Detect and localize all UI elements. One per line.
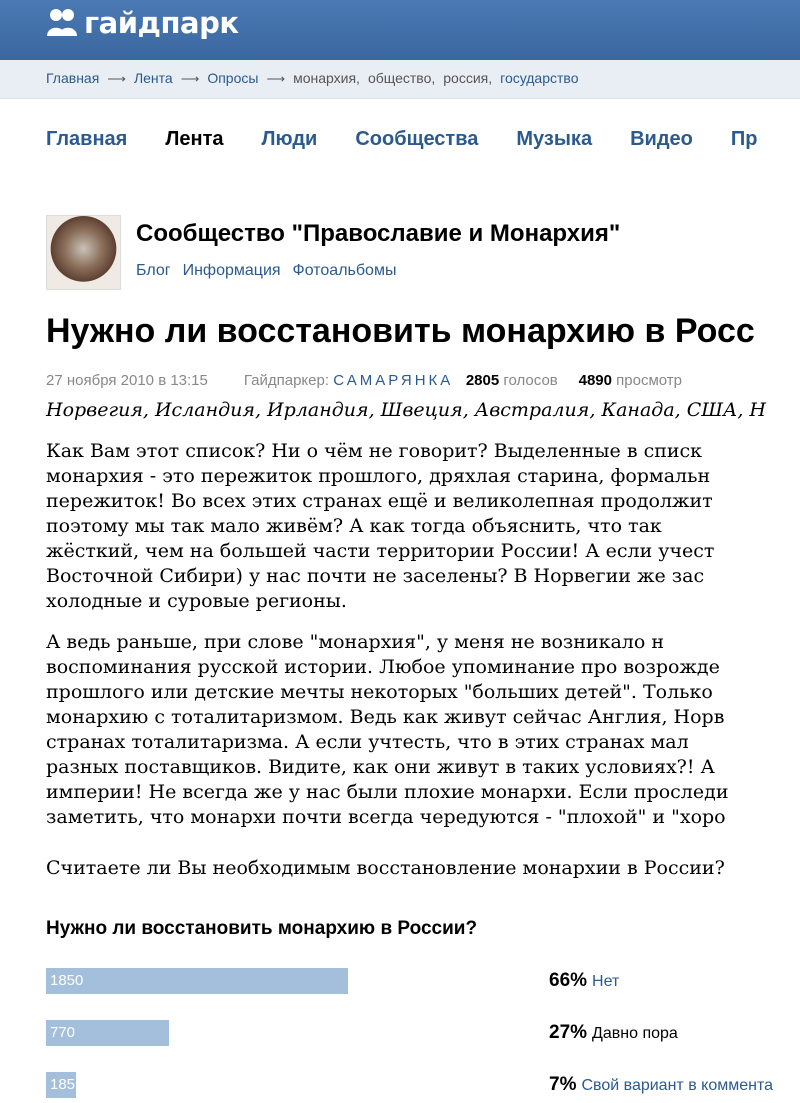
tag-link[interactable]: монархия,	[293, 70, 360, 86]
text-line: монархия - это пережиток прошлого, дряхлая старина, формальн	[46, 465, 711, 487]
text-line: прошлого или детские мечты некоторых "больших детей". Только	[46, 681, 713, 703]
post-meta	[46, 372, 682, 389]
tag-link[interactable]: россия,	[443, 70, 493, 86]
poll-bar: 1850	[46, 968, 348, 994]
community-avatar[interactable]	[46, 215, 121, 290]
post-paragraph-1	[46, 439, 714, 614]
nav-item-video[interactable]: Видео	[630, 128, 693, 150]
text-line: заметить, что монархи почти всегда чередуются - "плохой" и "хоро	[46, 806, 726, 828]
breadcrumb	[0, 60, 800, 99]
poll-option-label: Давно пора	[592, 1025, 678, 1042]
countries-list: Норвегия, Исландия, Ирландия, Швеция, Австралия, Канада, США, Н	[46, 399, 766, 421]
community-link-blog[interactable]: Блог	[136, 262, 171, 279]
author-link[interactable]: САМАРЯНКА	[333, 372, 454, 389]
text-line: Как Вам этот список? Ни о чём не говорит? Выделенные в списк	[46, 440, 703, 462]
votes-count: 2805	[465, 372, 500, 389]
main-nav	[46, 128, 795, 151]
breadcrumb-polls[interactable]: Опросы	[207, 70, 259, 86]
people-logo-icon	[46, 8, 78, 38]
text-line: жёсткий, чем на большей части территории России! А если учест	[46, 540, 715, 562]
text-line: разных поставщиков. Видите, как они живут в таких условиях?! А	[46, 756, 715, 778]
nav-item-communities[interactable]: Сообщества	[355, 128, 479, 150]
views-count: 4890	[578, 372, 612, 389]
nav-item-people[interactable]: Люди	[261, 128, 318, 150]
nav-item-more[interactable]: Пр	[730, 128, 758, 150]
nav-item-music[interactable]: Музыка	[516, 128, 593, 150]
votes-label: голосов	[503, 372, 558, 389]
text-line: А ведь раньше, при слове "монархия", у меня не возникало н	[46, 631, 665, 653]
poll-bar: 185	[46, 1072, 76, 1098]
poll-option	[46, 968, 800, 994]
text-line: пережиток! Во всех этих странах ещё и великолепная продолжит	[46, 490, 713, 512]
post-paragraph-2	[46, 630, 729, 830]
post-question: Считаете ли Вы необходимым восстановление монархии в России?	[46, 857, 725, 879]
community-link-photos[interactable]: Фотоальбомы	[292, 262, 397, 279]
poll-percent: 66%	[549, 970, 588, 991]
poll-option-label[interactable]: Свой вариант в коммента	[581, 1077, 773, 1094]
poll-option	[46, 1072, 800, 1098]
author-label: Гайдпаркер:	[243, 372, 330, 389]
text-line: империи! Не всегда же у нас были плохие монархи. Если проследи	[46, 781, 729, 803]
post-title: Нужно ли восстановить монархию в Росс	[46, 312, 755, 350]
breadcrumb-home[interactable]: Главная	[46, 70, 100, 86]
nav-item-feed[interactable]: Лента	[165, 128, 224, 150]
nav-item-home[interactable]: Главная	[46, 128, 128, 150]
community-title[interactable]: Сообщество "Православие и Монархия"	[136, 220, 621, 247]
community-links	[136, 262, 408, 280]
tag-link[interactable]: государство	[500, 70, 579, 86]
text-line: монархию с тоталитаризмом. Ведь как живут сейчас Англия, Норв	[46, 706, 725, 728]
poll-option	[46, 1020, 800, 1046]
breadcrumb-feed[interactable]: Лента	[133, 70, 173, 86]
arrow-right-icon: ⟶	[266, 71, 286, 86]
poll-question: Нужно ли восстановить монархию в России?	[46, 918, 478, 939]
poll-bar: 770	[46, 1020, 169, 1046]
tag-link[interactable]: общество,	[367, 70, 436, 86]
post-date: 27 ноября 2010 в 13:15	[46, 372, 208, 389]
text-line: странах тоталитаризма. А если учтесть, что в этих странах мал	[46, 731, 689, 753]
arrow-right-icon: ⟶	[180, 71, 200, 86]
text-line: холодные и суровые регионы.	[46, 590, 347, 612]
poll-percent: 7%	[549, 1074, 577, 1095]
text-line: воспоминания русской истории. Любое упоминание про возрожде	[46, 656, 720, 678]
community-link-info[interactable]: Информация	[182, 262, 281, 279]
site-logo[interactable]	[46, 6, 239, 40]
site-header	[0, 0, 800, 60]
logo-text: гайдпарк	[84, 6, 239, 40]
poll-percent: 27%	[549, 1022, 588, 1043]
text-line: Восточной Сибири) у нас почти не заселены? В Норвегии же зас	[46, 565, 705, 587]
views-label: просмотр	[616, 372, 683, 389]
text-line: поэтому мы так мало живём? А как тогда объяснить, что так	[46, 515, 662, 537]
arrow-right-icon: ⟶	[107, 71, 126, 86]
poll-option-label[interactable]: Нет	[592, 973, 620, 990]
